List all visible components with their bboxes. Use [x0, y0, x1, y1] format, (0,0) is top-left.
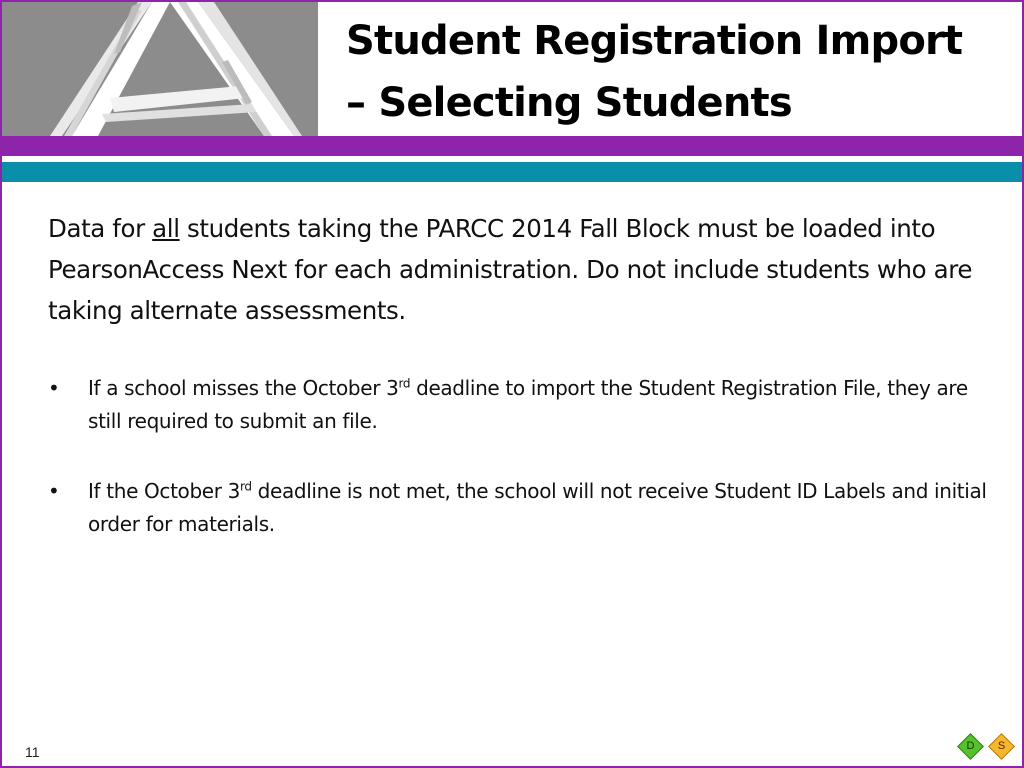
s-diamond-icon[interactable]: [988, 733, 1015, 760]
bullet-superscript: rd: [240, 479, 252, 494]
bullet-item: [48, 372, 998, 438]
bullet-glyph: •: [48, 479, 60, 503]
slide-title: [346, 10, 1016, 134]
bullet-item: [48, 475, 998, 541]
s-diamond-label: S: [997, 740, 1006, 752]
intro-paragraph: [48, 208, 998, 331]
nav-icons: [958, 734, 1022, 762]
d-diamond-label: D: [966, 740, 975, 752]
title-line-2: – Selecting Students: [346, 80, 792, 126]
bullet-glyph: •: [48, 376, 60, 400]
purple-band: [2, 136, 1022, 156]
page-number: 11: [25, 744, 40, 760]
d-diamond-icon[interactable]: [957, 733, 984, 760]
title-line-1: Student Registration Import: [346, 18, 963, 64]
logo-graphic: [2, 2, 318, 136]
bullet-text-before: If the October 3: [88, 479, 240, 503]
bullet-text-after: deadline is not met, the school will not receive Student ID Labels and initial order for materials.: [88, 479, 987, 536]
teal-band: [2, 162, 1022, 182]
bullet-list: [48, 372, 998, 578]
intro-text-after: students taking the PARCC 2014 Fall Block must be loaded into PearsonAccess Next for each administration. Do not include students who are taking alternate assessments.: [48, 214, 973, 325]
intro-underlined-word: all: [152, 214, 180, 243]
bullet-text-after: deadline to import the Student Registration File, they are still required to submit an file.: [88, 376, 968, 433]
letter-a-logo-icon: [2, 2, 318, 136]
intro-text-before: Data for: [48, 214, 153, 243]
bullet-text-before: If a school misses the October 3: [88, 376, 399, 400]
bullet-superscript: rd: [398, 376, 411, 391]
